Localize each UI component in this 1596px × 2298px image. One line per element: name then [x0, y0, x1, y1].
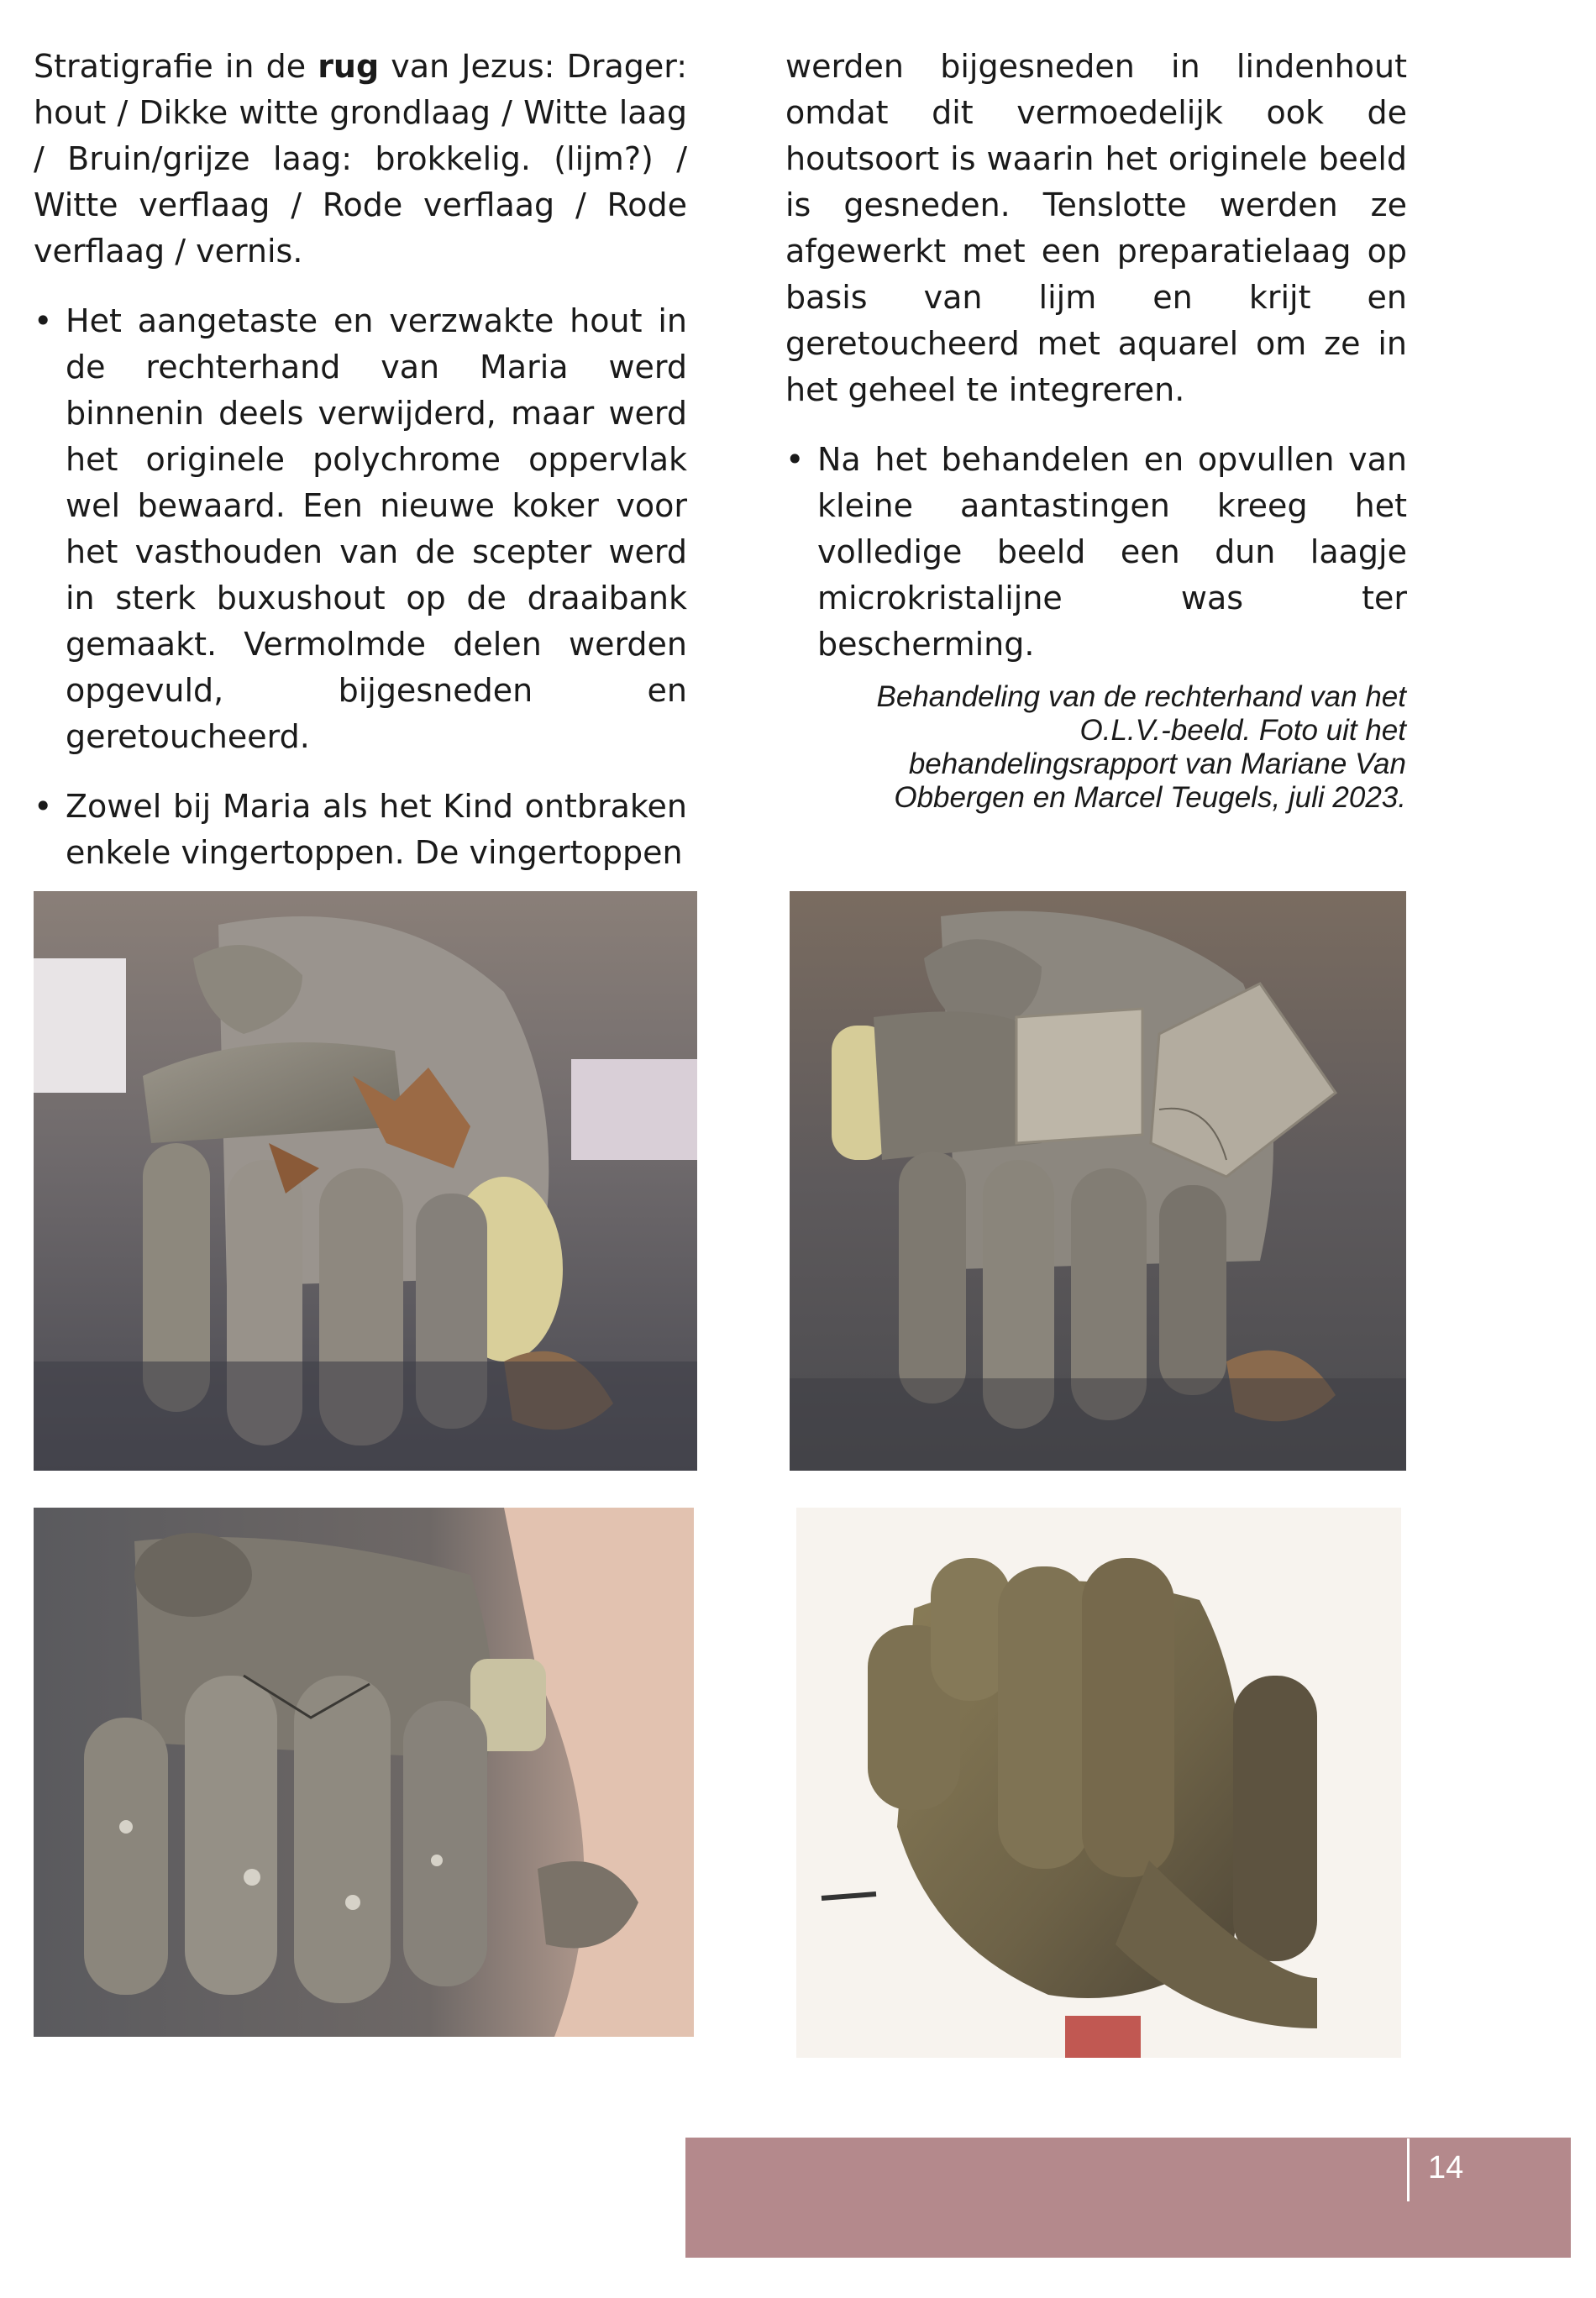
right-bullet-list [785, 437, 1407, 668]
right-column [785, 44, 1407, 668]
hand-illustration [796, 1508, 1401, 2058]
intro-suffix: van Jezus: Drager: hout / Dikke witte grondlaag / Witte laag / Bruin/grijze laag: brokkelig. (lijm?) / Witte verflaag / Rode verflaag / Rode verflaag / vernis. [34, 48, 687, 270]
photo-caption [806, 680, 1406, 815]
caption-line: behandelingsrapport van Mariane Van [908, 748, 1406, 780]
caption-line: Obbergen en Marcel Teugels, juli 2023. [894, 781, 1406, 814]
intro-bold: rug [318, 48, 380, 85]
page-number: 14 [1428, 2150, 1464, 2185]
stratigraphy-paragraph [34, 44, 687, 275]
bullet-item: • Zowel bij Maria als het Kind ontbraken enkele vingertoppen. De vingertoppen [34, 784, 687, 876]
caption-line: O.L.V.-beeld. Foto uit het [1079, 714, 1406, 747]
left-column [34, 44, 687, 876]
photo-hand-held [34, 1508, 694, 2037]
intro-prefix: Stratigrafie in de [34, 48, 318, 85]
hand-illustration [34, 891, 697, 1471]
footer-divider [1407, 2138, 1410, 2201]
bullet-item: • Het aangetaste en verzwakte hout in de rechterhand van Maria werd binnenin deels verwijderd, maar werd het originele polychrome oppervlak wel bewaard. Een nieuwe koker voor het vasthouden van de scepter werd in sterk buxushout op de draaibank gemaakt. Vermolmde delen werden opgevuld, bijgesneden en geretoucheerd. [34, 298, 687, 760]
caption-line: Behandeling van de rechterhand van het [876, 680, 1406, 713]
continuation-paragraph: werden bijgesneden in lindenhout omdat dit vermoedelijk ook de houtsoort is waarin het originele beeld is gesneden. Tenslotte werden ze afgewerkt met een preparatielaag op basis van lijm en krijt en geretoucheerd met aquarel om ze in het geheel te integreren. [785, 48, 1407, 408]
photo-restored-hand [796, 1508, 1401, 2058]
photo-damaged-hand [34, 891, 697, 1471]
left-bullet-list [34, 298, 687, 876]
bullet-item: • Na het behandelen en opvullen van kleine aantastingen kreeg het volledige beeld een dun laagje microkristalijne was ter bescherming. [785, 437, 1407, 668]
photo-hand-with-blocks [790, 891, 1406, 1471]
hand-illustration [790, 891, 1406, 1471]
hand-illustration [34, 1508, 694, 2037]
